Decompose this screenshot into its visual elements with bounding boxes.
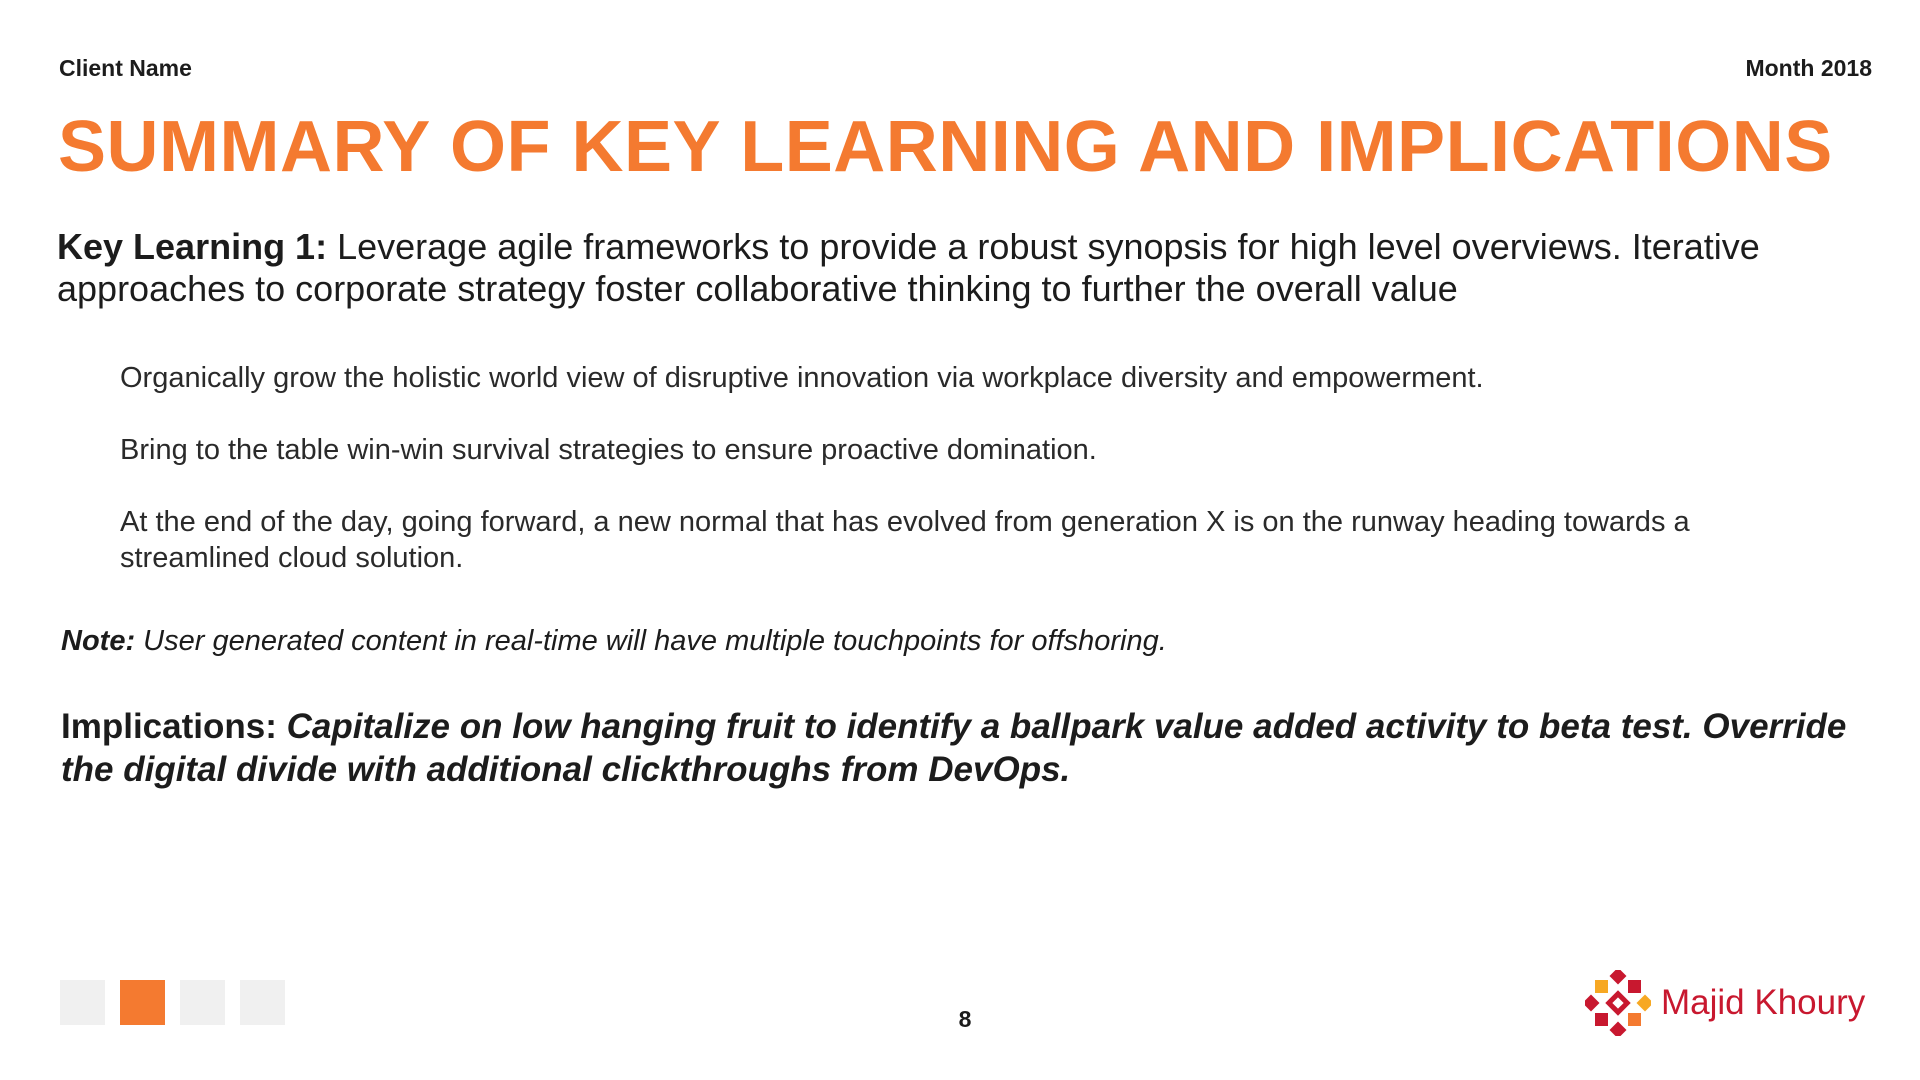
bullet-item: Bring to the table win-win survival strategies to ensure proactive domination. (120, 434, 1097, 466)
logo-mark-icon (1585, 970, 1651, 1036)
month-label: Month 2018 (1745, 55, 1872, 81)
progress-squares (60, 980, 285, 1025)
bullet-item: At the end of the day, going forward, a new normal that has evolved from generation X is on the runway heading towards a streamlined cloud solution. (120, 506, 1690, 574)
page-number: 8 (958, 1006, 972, 1032)
company-logo (1585, 970, 1865, 1036)
progress-square (120, 980, 165, 1025)
implications-label: Implications: (61, 707, 277, 746)
implications (61, 705, 1881, 791)
implications-text: Capitalize on low hanging fruit to identify a ballpark value added activity to beta test. Override the digital divide with additional clickthroughs from DevOps. (61, 707, 1847, 789)
client-name: Client Name (59, 55, 192, 81)
key-learning-text: Leverage agile frameworks to provide a robust synopsis for high level overviews. Iterative approaches to corporate strategy foster collaborative thinking to further the overall value (57, 226, 1760, 309)
note-text: User generated content in real-time will have multiple touchpoints for offshoring. (143, 625, 1167, 657)
key-learning (57, 226, 1857, 310)
logo-text: Majid Khoury (1661, 983, 1866, 1022)
bullet-list (120, 360, 1820, 612)
progress-square (180, 980, 225, 1025)
slide-title: SUMMARY OF KEY LEARNING AND IMPLICATIONS (58, 107, 1833, 187)
progress-square (240, 980, 285, 1025)
progress-square (60, 980, 105, 1025)
note (61, 625, 1167, 658)
key-learning-label: Key Learning 1: (57, 226, 328, 267)
note-label: Note: (61, 625, 136, 657)
bullet-item: Organically grow the holistic world view of disruptive innovation via workplace diversity and empowerment. (120, 362, 1484, 394)
